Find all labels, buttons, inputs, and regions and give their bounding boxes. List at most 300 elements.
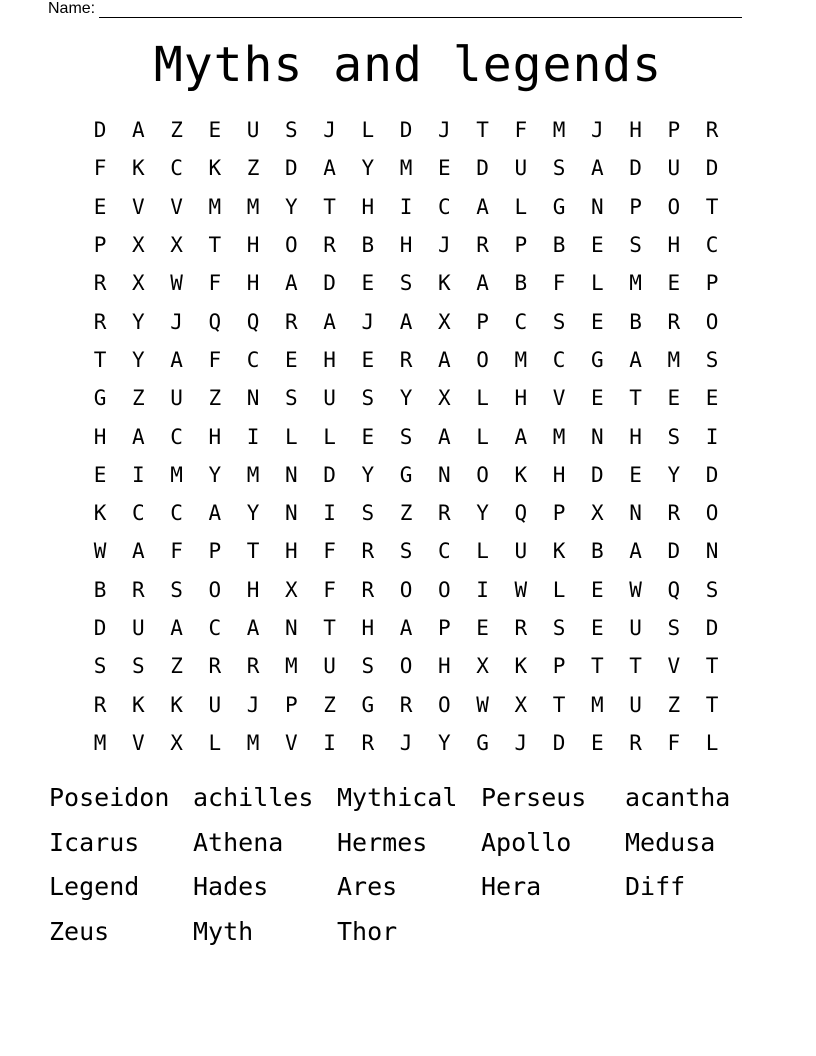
grid-letter: K bbox=[93, 501, 107, 526]
grid-letter: X bbox=[438, 309, 451, 334]
grid-letter: R bbox=[285, 309, 298, 334]
grid-letter: Z bbox=[132, 386, 145, 411]
grid-letter: A bbox=[438, 424, 451, 449]
grid-letter: A bbox=[170, 616, 183, 640]
grid-letter: U bbox=[246, 118, 260, 143]
name-field bbox=[48, 0, 742, 18]
grid-letter: U bbox=[514, 539, 528, 564]
grid-row bbox=[81, 188, 731, 226]
letter-grid bbox=[81, 111, 731, 762]
grid-letter: M bbox=[170, 462, 183, 487]
grid-letter: D bbox=[285, 156, 298, 181]
grid-letter: H bbox=[285, 539, 298, 564]
grid-letter: C bbox=[170, 424, 183, 449]
grid-letter: X bbox=[132, 271, 145, 296]
grid-letter: E bbox=[361, 424, 375, 449]
grid-letter: D bbox=[93, 118, 107, 143]
grid-letter: O bbox=[285, 233, 298, 258]
grid-letter: F bbox=[552, 271, 566, 296]
grid-letter: Y bbox=[361, 156, 375, 181]
grid-letter: M bbox=[591, 692, 604, 717]
grid-letter: J bbox=[438, 118, 451, 143]
grid-letter: L bbox=[552, 577, 566, 602]
grid-letter: C bbox=[132, 501, 145, 526]
word-bank-item: Icarus bbox=[49, 827, 140, 857]
grid-letter: D bbox=[705, 156, 719, 181]
grid-letter: P bbox=[93, 233, 107, 258]
word-bank-item: Hera bbox=[481, 872, 542, 902]
grid-letter: B bbox=[591, 539, 604, 564]
grid-letter: A bbox=[476, 271, 489, 296]
grid-letter: F bbox=[323, 539, 336, 564]
grid-row bbox=[81, 111, 731, 149]
grid-letter: O bbox=[476, 462, 489, 487]
grid-letter: O bbox=[667, 194, 681, 219]
grid-letter: H bbox=[208, 424, 222, 449]
grid-letter: K bbox=[514, 654, 528, 679]
grid-letter: O bbox=[476, 347, 489, 372]
grid-letter: J bbox=[514, 730, 528, 755]
grid-letter: H bbox=[552, 462, 566, 487]
grid-letter: C bbox=[514, 309, 528, 334]
grid-letter: A bbox=[399, 616, 413, 640]
grid-letter: C bbox=[208, 616, 222, 640]
grid-letter: H bbox=[323, 347, 336, 372]
grid-letter: R bbox=[514, 616, 528, 640]
grid-letter: P bbox=[438, 616, 451, 640]
grid-letter: P bbox=[552, 654, 566, 679]
grid-letter: E bbox=[667, 271, 681, 296]
grid-letter: M bbox=[629, 271, 642, 296]
grid-letter: P bbox=[629, 194, 642, 219]
grid-letter: T bbox=[246, 539, 260, 564]
grid-letter: X bbox=[438, 386, 451, 411]
grid-letter: H bbox=[629, 118, 642, 143]
grid-row bbox=[81, 647, 731, 685]
grid-letter: I bbox=[246, 424, 260, 449]
grid-letter: U bbox=[323, 654, 336, 679]
grid-letter: H bbox=[629, 424, 642, 449]
grid-letter: N bbox=[629, 501, 642, 526]
grid-letter: K bbox=[132, 692, 145, 717]
grid-letter: K bbox=[552, 539, 566, 564]
grid-letter: P bbox=[476, 309, 489, 334]
grid-letter: I bbox=[132, 462, 145, 487]
grid-letter: W bbox=[514, 577, 528, 602]
grid-row bbox=[81, 264, 731, 302]
grid-letter: E bbox=[591, 309, 604, 334]
grid-letter: U bbox=[323, 386, 336, 411]
grid-letter: S bbox=[361, 386, 375, 411]
grid-letter: U bbox=[170, 386, 183, 411]
word-bank-item: Legend bbox=[49, 872, 140, 902]
word-bank-item: acantha bbox=[625, 783, 731, 812]
grid-letter: T bbox=[705, 194, 719, 219]
grid-letter: V bbox=[170, 194, 183, 219]
grid-letter: A bbox=[132, 539, 145, 564]
grid-letter: M bbox=[246, 194, 260, 219]
word-bank-item: Zeus bbox=[49, 916, 110, 946]
grid-letter: N bbox=[285, 501, 298, 526]
grid-letter: J bbox=[361, 309, 375, 334]
grid-letter: W bbox=[476, 692, 489, 717]
grid-letter: X bbox=[132, 233, 145, 258]
word-bank-item: Hades bbox=[193, 872, 269, 902]
grid-letter: L bbox=[591, 271, 604, 296]
grid-letter: R bbox=[399, 692, 413, 717]
grid-letter: P bbox=[208, 539, 222, 564]
grid-letter: Y bbox=[476, 501, 489, 526]
word-bank-item: Myth bbox=[193, 916, 254, 946]
grid-letter: A bbox=[399, 309, 413, 334]
grid-letter: L bbox=[323, 424, 336, 449]
grid-letter: J bbox=[438, 233, 451, 258]
grid-letter: E bbox=[591, 616, 604, 640]
grid-letter: C bbox=[170, 501, 183, 526]
grid-letter: H bbox=[399, 233, 413, 258]
grid-letter: V bbox=[132, 730, 145, 755]
grid-letter: G bbox=[361, 692, 375, 717]
grid-letter: O bbox=[438, 577, 451, 602]
grid-letter: C bbox=[705, 233, 719, 258]
grid-letter: E bbox=[591, 730, 604, 755]
grid-letter: R bbox=[361, 577, 375, 602]
grid-letter: S bbox=[93, 654, 107, 679]
grid-letter: E bbox=[285, 347, 298, 372]
grid-letter: T bbox=[629, 386, 642, 411]
grid-letter: E bbox=[93, 462, 107, 487]
grid-letter: B bbox=[361, 233, 375, 258]
grid-letter: N bbox=[285, 616, 298, 640]
grid-letter: J bbox=[170, 309, 183, 334]
name-label: Name: bbox=[48, 0, 96, 17]
grid-letter: C bbox=[246, 347, 260, 372]
grid-letter: P bbox=[285, 692, 298, 717]
grid-letter: E bbox=[667, 386, 681, 411]
grid-letter: H bbox=[246, 271, 260, 296]
grid-letter: N bbox=[246, 386, 260, 411]
grid-row bbox=[81, 609, 731, 647]
grid-letter: J bbox=[323, 118, 336, 143]
grid-letter: X bbox=[170, 233, 183, 258]
grid-row bbox=[81, 494, 731, 532]
grid-letter: N bbox=[285, 462, 298, 487]
word-bank-item: Athena bbox=[193, 827, 284, 857]
grid-letter: Z bbox=[170, 118, 183, 143]
grid-letter: A bbox=[208, 501, 222, 526]
word-bank-item: Medusa bbox=[625, 827, 716, 857]
grid-letter: T bbox=[323, 194, 336, 219]
grid-letter: A bbox=[438, 347, 451, 372]
grid-letter: I bbox=[705, 424, 719, 449]
grid-letter: R bbox=[323, 233, 336, 258]
grid-letter: S bbox=[132, 654, 145, 679]
grid-letter: W bbox=[93, 539, 107, 564]
grid-letter: G bbox=[552, 194, 566, 219]
grid-letter: Z bbox=[246, 156, 260, 181]
grid-letter: A bbox=[629, 347, 642, 372]
grid-letter: X bbox=[285, 577, 298, 602]
grid-letter: U bbox=[629, 616, 642, 640]
grid-letter: O bbox=[438, 692, 451, 717]
grid-letter: R bbox=[629, 730, 642, 755]
grid-letter: K bbox=[170, 692, 183, 717]
grid-letter: W bbox=[170, 271, 183, 296]
grid-letter: O bbox=[705, 501, 719, 526]
grid-letter: U bbox=[132, 616, 145, 640]
grid-letter: M bbox=[246, 462, 260, 487]
grid-letter: S bbox=[552, 309, 566, 334]
grid-letter: S bbox=[399, 424, 413, 449]
grid-letter: V bbox=[132, 194, 145, 219]
grid-letter: J bbox=[591, 118, 604, 143]
grid-row bbox=[81, 532, 731, 570]
grid-letter: N bbox=[591, 194, 604, 219]
grid-letter: F bbox=[170, 539, 183, 564]
grid-letter: S bbox=[399, 271, 413, 296]
grid-letter: S bbox=[552, 156, 566, 181]
grid-letter: Y bbox=[246, 501, 260, 526]
grid-letter: F bbox=[93, 156, 107, 181]
grid-letter: Y bbox=[438, 730, 451, 755]
grid-letter: E bbox=[591, 233, 604, 258]
word-bank-item: Ares bbox=[337, 872, 398, 902]
grid-row bbox=[81, 149, 731, 187]
grid-letter: A bbox=[170, 347, 183, 372]
grid-letter: Y bbox=[132, 347, 145, 372]
grid-letter: X bbox=[170, 730, 183, 755]
grid-letter: R bbox=[93, 692, 107, 717]
grid-letter: Z bbox=[208, 386, 222, 411]
grid-letter: B bbox=[514, 271, 528, 296]
grid-letter: A bbox=[246, 616, 260, 640]
grid-letter: D bbox=[552, 730, 566, 755]
grid-letter: D bbox=[629, 156, 642, 181]
grid-letter: S bbox=[552, 616, 566, 640]
page-title: Myths and legends bbox=[153, 37, 663, 93]
grid-row bbox=[81, 571, 731, 609]
grid-letter: S bbox=[361, 501, 375, 526]
grid-letter: V bbox=[552, 386, 566, 411]
word-bank-item: Apollo bbox=[481, 827, 572, 857]
grid-letter: N bbox=[591, 424, 604, 449]
grid-letter: C bbox=[438, 539, 451, 564]
word-bank-item: Hermes bbox=[337, 827, 428, 857]
grid-letter: M bbox=[285, 654, 298, 679]
grid-letter: T bbox=[93, 347, 107, 372]
grid-letter: R bbox=[399, 347, 413, 372]
grid-letter: R bbox=[476, 233, 489, 258]
grid-letter: T bbox=[705, 692, 719, 717]
grid-letter: S bbox=[285, 118, 298, 143]
grid-letter: W bbox=[629, 577, 642, 602]
grid-letter: F bbox=[208, 271, 222, 296]
grid-letter: A bbox=[132, 118, 145, 143]
grid-letter: D bbox=[667, 539, 681, 564]
grid-letter: E bbox=[208, 118, 222, 143]
name-blank-line[interactable] bbox=[99, 2, 742, 18]
grid-row bbox=[81, 685, 731, 723]
grid-row bbox=[81, 456, 731, 494]
grid-letter: H bbox=[246, 233, 260, 258]
grid-letter: G bbox=[591, 347, 604, 372]
grid-letter: E bbox=[591, 577, 604, 602]
grid-letter: H bbox=[361, 616, 375, 640]
grid-letter: Q bbox=[514, 501, 528, 526]
word-bank-item: Mythical bbox=[337, 783, 458, 812]
grid-letter: O bbox=[399, 577, 413, 602]
grid-letter: P bbox=[514, 233, 528, 258]
grid-letter: X bbox=[514, 692, 528, 717]
grid-letter: L bbox=[361, 118, 375, 143]
grid-letter: D bbox=[705, 462, 719, 487]
grid-letter: Y bbox=[208, 462, 222, 487]
grid-letter: M bbox=[208, 194, 222, 219]
grid-row bbox=[81, 724, 731, 762]
grid-letter: O bbox=[399, 654, 413, 679]
grid-letter: L bbox=[285, 424, 298, 449]
grid-letter: I bbox=[399, 194, 413, 219]
grid-letter: G bbox=[476, 730, 489, 755]
grid-letter: Y bbox=[132, 309, 145, 334]
grid-letter: H bbox=[667, 233, 681, 258]
grid-letter: T bbox=[629, 654, 642, 679]
grid-letter: S bbox=[399, 539, 413, 564]
grid-letter: T bbox=[208, 233, 222, 258]
grid-letter: X bbox=[591, 501, 604, 526]
grid-letter: E bbox=[361, 347, 375, 372]
grid-letter: R bbox=[361, 730, 375, 755]
grid-letter: Z bbox=[667, 692, 681, 717]
grid-letter: X bbox=[476, 654, 489, 679]
grid-letter: U bbox=[629, 692, 642, 717]
grid-letter: M bbox=[399, 156, 413, 181]
grid-letter: R bbox=[438, 501, 451, 526]
grid-letter: F bbox=[514, 118, 528, 143]
grid-letter: A bbox=[285, 271, 298, 296]
grid-letter: T bbox=[476, 118, 489, 143]
grid-letter: T bbox=[552, 692, 566, 717]
grid-letter: T bbox=[323, 616, 336, 640]
grid-letter: R bbox=[132, 577, 145, 602]
grid-letter: T bbox=[591, 654, 604, 679]
word-bank-item: Perseus bbox=[481, 783, 587, 812]
grid-letter: E bbox=[438, 156, 451, 181]
grid-letter: L bbox=[208, 730, 222, 755]
grid-letter: J bbox=[246, 692, 260, 717]
grid-letter: M bbox=[667, 347, 681, 372]
grid-letter: H bbox=[361, 194, 375, 219]
grid-letter: M bbox=[552, 118, 566, 143]
grid-row bbox=[81, 302, 731, 340]
grid-letter: K bbox=[132, 156, 145, 181]
grid-letter: Y bbox=[361, 462, 375, 487]
grid-letter: I bbox=[323, 730, 336, 755]
grid-letter: D bbox=[93, 616, 107, 640]
grid-letter: L bbox=[514, 194, 528, 219]
grid-letter: N bbox=[438, 462, 451, 487]
grid-letter: A bbox=[132, 424, 145, 449]
grid-letter: H bbox=[246, 577, 260, 602]
grid-letter: A bbox=[591, 156, 604, 181]
grid-letter: H bbox=[438, 654, 451, 679]
grid-letter: R bbox=[208, 654, 222, 679]
grid-letter: Z bbox=[170, 654, 183, 679]
grid-letter: D bbox=[476, 156, 489, 181]
grid-row bbox=[81, 379, 731, 417]
grid-letter: G bbox=[399, 462, 413, 487]
grid-letter: A bbox=[476, 194, 489, 219]
grid-letter: D bbox=[705, 616, 719, 640]
grid-letter: S bbox=[667, 616, 681, 640]
grid-letter: R bbox=[667, 501, 681, 526]
grid-letter: B bbox=[93, 577, 107, 602]
grid-letter: O bbox=[208, 577, 222, 602]
grid-letter: S bbox=[629, 233, 642, 258]
grid-letter: G bbox=[93, 386, 107, 411]
grid-letter: Q bbox=[208, 309, 222, 334]
grid-letter: U bbox=[667, 156, 681, 181]
grid-letter: Y bbox=[285, 194, 298, 219]
grid-letter: K bbox=[438, 271, 451, 296]
grid-letter: P bbox=[705, 271, 719, 296]
grid-letter: A bbox=[323, 156, 336, 181]
grid-letter: L bbox=[476, 424, 489, 449]
grid-letter: Z bbox=[399, 501, 413, 526]
grid-letter: A bbox=[514, 424, 528, 449]
grid-letter: S bbox=[285, 386, 298, 411]
grid-letter: I bbox=[476, 577, 489, 602]
grid-letter: S bbox=[667, 424, 681, 449]
grid-letter: L bbox=[476, 539, 489, 564]
grid-letter: S bbox=[705, 347, 719, 372]
grid-letter: K bbox=[514, 462, 528, 487]
word-bank-item: achilles bbox=[193, 783, 314, 812]
grid-letter: K bbox=[208, 156, 222, 181]
grid-letter: V bbox=[667, 654, 681, 679]
word-bank bbox=[49, 776, 769, 954]
grid-letter: S bbox=[705, 577, 719, 602]
grid-letter: Y bbox=[667, 462, 681, 487]
grid-letter: M bbox=[93, 730, 107, 755]
grid-letter: E bbox=[705, 386, 719, 411]
grid-letter: R bbox=[93, 309, 107, 334]
grid-letter: A bbox=[323, 309, 336, 334]
grid-letter: C bbox=[438, 194, 451, 219]
grid-row bbox=[81, 226, 731, 264]
grid-letter: S bbox=[361, 654, 375, 679]
grid-letter: H bbox=[514, 386, 528, 411]
grid-letter: C bbox=[552, 347, 566, 372]
grid-letter: D bbox=[323, 462, 336, 487]
grid-letter: E bbox=[591, 386, 604, 411]
grid-letter: E bbox=[361, 271, 375, 296]
grid-letter: L bbox=[476, 386, 489, 411]
grid-letter: F bbox=[323, 577, 336, 602]
word-bank-item: Poseidon bbox=[49, 783, 170, 812]
grid-letter: M bbox=[552, 424, 566, 449]
grid-letter: R bbox=[667, 309, 681, 334]
grid-letter: Q bbox=[246, 309, 260, 334]
grid-letter: A bbox=[629, 539, 642, 564]
grid-letter: D bbox=[323, 271, 336, 296]
word-bank-item: Thor bbox=[337, 916, 398, 946]
grid-letter: Q bbox=[667, 577, 681, 602]
word-bank-item: Diff bbox=[625, 872, 686, 902]
grid-letter: E bbox=[629, 462, 642, 487]
grid-letter: F bbox=[667, 730, 681, 755]
grid-letter: H bbox=[93, 424, 107, 449]
